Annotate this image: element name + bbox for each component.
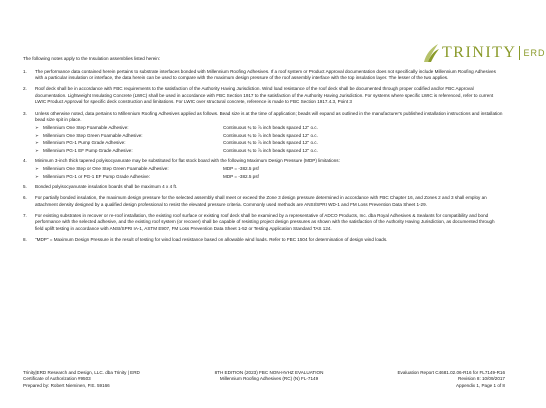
arrow-bullet-icon: ➢ [35,148,39,154]
note-2 [23,86,503,106]
arrow-bullet-icon: ➢ [35,173,39,179]
adhesive-name: Millennium PG-1 EF Pump Grade Adhesive: [43,148,133,154]
footer-center [179,370,359,389]
footer-right [365,370,505,389]
arrow-bullet-icon: ➢ [35,125,39,131]
notes-section [23,56,503,248]
logo-divider [519,46,520,60]
footer-left [23,370,173,389]
logo-suffix: ERD [523,48,546,58]
note-number: 5. [23,183,27,189]
note-text: For partially bonded insulation, the maximum design pressure for the selected assembly shall meet or exceed the Zone 3 design pressure determined in accordance with FBC Chapter 16, and Zones 2 and 3 shall employ an attachment density designed by a qualified design professional to resist the elevated pressure criteria. Commonly used methods are ANSI/SPRI WD-1 and FM Loss Prevention Data Sheet 1-29. [35,195,487,207]
list-item [35,125,503,133]
mdp-value: MDP = -382.5 psf [223,166,259,172]
note-number: 3. [23,110,27,116]
adhesive-name: Millennium One Step Green Foamable Adhesive: [43,132,143,138]
footer-revision: Revision 8: 10/09/2017 [458,376,505,382]
note-5 [23,184,503,191]
note-text: Minimum 3-inch thick tapered polyisocyanurate may be substituted for flat stock board with the following Maximum Design Pressure (MDP) limitations: [35,158,340,164]
footer-report: Evaluation Report C4681.02.06-R16 for FL7149-R16 [397,370,505,375]
note-4 [23,158,503,181]
adhesive-name: Millennium PG-1 Pump Grade Adhesive: [43,140,126,146]
footer-product: Millennium Roofing Adhesives (RC) (N) FL-7149 [219,376,319,382]
notes-intro: The following notes apply to the Insulation assemblies listed herein: [23,56,161,61]
note-6 [23,195,503,208]
footer-edition: 8TH EDITION (2023) FBC NON-HVHZ EVALUATION [214,370,324,375]
note-number: 8. [23,236,27,242]
adhesive-bead-list [35,125,503,155]
note-text: The performance data contained herein pertains to substrate interfaces bonded with Millennium Roofing Adhesives. If a roof system or Product Approval documentation does not specifically include Millennium Roofing Adhesives with a particular insulation or interface, the data herein can be used to compare with the maximum design pressure of the roof assembly interface with the top insulation layer. The lesser of the two applies. [35,68,496,81]
bead-spec: Continuous ¾ to ⅞ inch beads spaced 12" o.c. [223,132,318,138]
footer-page: Appendix 1, Page 1 of 8 [455,382,505,388]
note-text: "MDP" = Maximum Design Pressure is the result of testing for wind load resistance based on allowable wind loads. Refer to FBC 1504 for determination of design wind loads. [35,236,388,242]
note-number: 4. [23,158,27,164]
adhesive-name: Millennium One Step Foamable Adhesive: [43,125,129,131]
adhesive-name: Millennium PG-1 or PG-1 EF Pump Grade Adhesive: [43,173,150,179]
footer-certificate: Certificate of Authorization #9503 [23,376,91,382]
note-8 [23,237,503,244]
note-text: Unless otherwise noted, data pertains to Millennium Roofing Adhesives applied as follows. Bead size is at the time of application; beads will expand as outlined in the manufacturer's published installation instructions and installation bead size spit in place. [35,110,503,123]
note-number: 2. [23,86,27,92]
footer-preparer: Prepared by: Robert Nieminen, P.E. 59166 [23,382,110,388]
footer-company: Trinity|ERD Research and Design, LLC. dba Trinity | ERD [23,370,140,375]
bead-spec: Continuous ¾ to ⅞ inch beads spaced 12" o.c. [223,148,318,154]
note-1 [23,69,503,82]
logo-wordmark: TRINITY [442,44,517,61]
mdp-value: MDP = -382.5 psf [223,173,259,179]
list-item [35,173,503,181]
note-number: 7. [23,212,27,218]
list-item [35,148,503,156]
arrow-bullet-icon: ➢ [35,132,39,138]
adhesive-name: Millennium One Step or One Step Green Foamable Adhesive: [43,166,169,172]
note-text: Bonded polyisocyanurate insulation boards shall be maximum 4 x 4 ft. [35,183,178,189]
note-7 [23,213,503,233]
note-text: For existing substrates in recover or re-roof installation, the existing roof surface or existing roof deck shall be examined by a representative of ADCO Products, Inc. dba Royal Adhesives & Sealants for compatibility and bond performance with the selected adhesive, and the existing roof system (or recover) shall be capable of resisting project design pressures as shown with the satisfaction of the Authority Having Jurisdiction, as documented through field uplift testing in accordance with ANSI/SPRI IA-1, ASTM E907, FM Loss Prevention Data Sheet 1-52 or Testing Application Standard TAS 124. [35,212,495,231]
list-item [35,132,503,140]
list-item [35,140,503,148]
note-number: 6. [23,195,27,200]
note-number: 1. [23,68,27,74]
bead-spec: Continuous ¾ to ⅞ inch beads spaced 12" o.c. [223,140,318,146]
arrow-bullet-icon: ➢ [35,140,39,146]
arrow-bullet-icon: ➢ [35,166,39,172]
note-3 [23,111,503,156]
page-footer [23,370,505,389]
list-item [35,166,503,174]
mdp-limit-list [35,166,503,181]
note-text: Roof deck shall be in accordance with FBC requirements to the satisfaction of the Authority Having Jurisdiction. Wind load resistance of the roof deck shall be documented through proper codified and/or FBC Approval documentation. Lightweight Insulating Concrete (LWIC) shall be used in accordance with FBC Section 1917 to the satisfaction of the Authority Having Jurisdiction. For systems where specific LWIC is referenced, refer to current LWIC Product Approval for specific deck construction and limitations. For LWIC over structural concrete, reference is made to FBC Section 1917.4.3, Point 3 [35,86,494,105]
bead-spec: Continuous ¾ to ⅞ inch beads spaced 12" o.c. [223,125,318,131]
